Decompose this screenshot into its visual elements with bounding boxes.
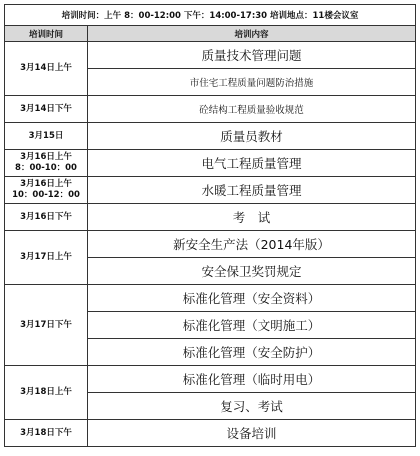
schedule-info: 培训时间：上午 8：00-12:00 下午：14:00-17:30 培训地点：11楼会议室 [5, 5, 416, 26]
time-label: 3月18日上午 [20, 387, 72, 397]
schedule-row [5, 231, 416, 258]
content-cell: 水暖工程质量管理 [88, 177, 416, 204]
content-cell: 标准化管理（安全防护） [88, 339, 416, 366]
content-cell: 安全保卫奖罚规定 [88, 258, 416, 285]
training-schedule-sheet [4, 4, 415, 447]
content-cell: 考 试 [88, 204, 416, 231]
schedule-row [5, 366, 416, 393]
time-cell [5, 123, 88, 150]
time-label: 3月16日上午 [20, 152, 72, 162]
time-label: 3月16日上午 [20, 179, 72, 189]
time-cell [5, 96, 88, 123]
time-label: 3月17日下午 [20, 319, 72, 330]
time-label: 3月16日下午 [20, 211, 72, 222]
time-label: 3月15日 [28, 130, 64, 141]
training-schedule-table [4, 4, 416, 447]
time-range: 10：00-12：00 [12, 190, 80, 200]
content-cell: 砼结构工程质量验收规范 [88, 96, 416, 123]
content-cell: 设备培训 [88, 420, 416, 447]
content-cell: 电气工程质量管理 [88, 150, 416, 177]
header-content: 培训内容 [88, 26, 416, 42]
content-cell: 质量员教材 [88, 123, 416, 150]
content-cell: 质量技术管理问题 [88, 42, 416, 69]
content-cell: 标准化管理（文明施工） [88, 312, 416, 339]
time-cell [5, 42, 88, 96]
time-cell [5, 285, 88, 366]
time-cell [5, 420, 88, 447]
time-label: 3月18日下午 [20, 427, 72, 438]
schedule-row [5, 177, 416, 204]
content-cell: 标准化管理（安全资料） [88, 285, 416, 312]
time-label: 3月14日上午 [20, 63, 72, 73]
schedule-row [5, 96, 416, 123]
time-cell [5, 150, 88, 177]
content-cell: 复习、考试 [88, 393, 416, 420]
time-cell [5, 366, 88, 420]
schedule-row [5, 42, 416, 69]
schedule-row [5, 420, 416, 447]
info-row [5, 5, 416, 26]
time-cell [5, 177, 88, 204]
time-label: 3月17日上午 [20, 252, 72, 262]
content-cell: 市住宅工程质量问题防治措施 [88, 69, 416, 96]
header-time: 培训时间 [5, 26, 88, 42]
time-label: 3月14日下午 [20, 103, 72, 114]
time-range: 8：00-10：00 [15, 163, 77, 173]
schedule-row [5, 204, 416, 231]
content-cell: 新安全生产法（2014年版） [88, 231, 416, 258]
time-cell [5, 204, 88, 231]
schedule-row [5, 123, 416, 150]
content-cell: 标准化管理（临时用电） [88, 366, 416, 393]
schedule-row [5, 285, 416, 312]
schedule-row [5, 150, 416, 177]
header-row [5, 26, 416, 42]
time-cell [5, 231, 88, 285]
